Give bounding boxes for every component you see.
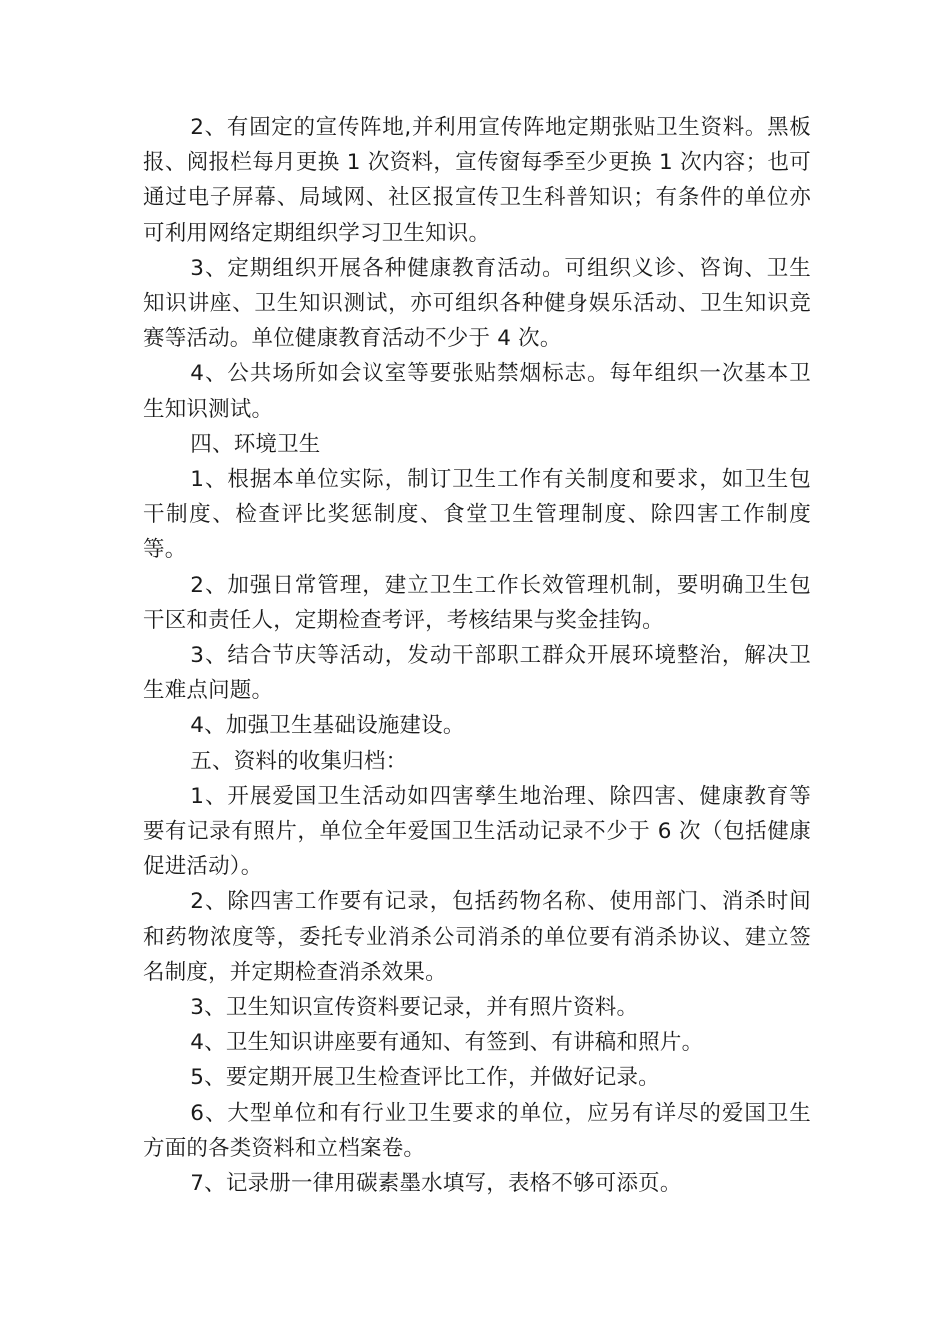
paragraph-env-rules: 1、根据本单位实际，制订卫生工作有关制度和要求，如卫生包干制度、检查评比奖惩制度、食堂卫生管理制度、除四害工作制度等。 — [143, 467, 811, 563]
paragraph-archive-records: 1、开展爱国卫生活动如四害孳生地治理、除四害、健康教育等要有记录有照片，单位全年爱国卫生活动记录不少于 6 次（包括健康促进活动）。 — [143, 783, 811, 880]
paragraph-publicity-venue: 2、有固定的宣传阵地,并利用宣传阵地定期张贴卫生资料。黑板报、阅报栏每月更换 1 次资料，宣传窗每季至少更换 1 次内容；也可通过电子屏幕、局域网、社区报宣传卫生科普知识；有条件的单位亦可利用网络定期组织学习卫生知识。 — [143, 115, 811, 246]
paragraph-archive-publicity: 3、卫生知识宣传资料要记录，并有照片资料。 — [190, 995, 639, 1021]
paragraph-archive-lectures: 4、卫生知识讲座要有通知、有签到、有讲稿和照片。 — [190, 1030, 704, 1056]
paragraph-health-activities: 3、定期组织开展各种健康教育活动。可组织义诊、咨询、卫生知识讲座、卫生知识测试，亦可组织各种健身娱乐活动、卫生知识竞赛等活动。单位健康教育活动不少于 4 次。 — [143, 255, 811, 352]
section-heading-environment: 四、环境卫生 — [190, 431, 321, 457]
paragraph-archive-inspection: 5、要定期开展卫生检查评比工作，并做好记录。 — [190, 1065, 660, 1091]
paragraph-archive-large-units: 6、大型单位和有行业卫生要求的单位，应另有详尽的爱国卫生方面的各类资料和立档案卷。 — [143, 1100, 811, 1161]
document-body — [143, 110, 811, 1201]
section-heading-archiving: 五、资料的收集归档： — [190, 748, 408, 774]
paragraph-env-management: 2、加强日常管理，建立卫生工作长效管理机制，要明确卫生包干区和责任人，定期检查考评，考核结果与奖金挂钩。 — [143, 572, 811, 633]
paragraph-archive-pest-control: 2、除四害工作要有记录，包括药物名称、使用部门、消杀时间和药物浓度等，委托专业消杀公司消杀的单位要有消杀协议、建立签名制度，并定期检查消杀效果。 — [143, 889, 811, 985]
paragraph-env-infrastructure: 4、加强卫生基础设施建设。 — [190, 713, 465, 739]
paragraph-no-smoking: 4、公共场所如会议室等要张贴禁烟标志。每年组织一次基本卫生知识测试。 — [143, 361, 811, 422]
paragraph-archive-ink: 7、记录册一律用碳素墨水填写，表格不够可添页。 — [190, 1171, 682, 1197]
paragraph-env-campaign: 3、结合节庆等活动，发动干部职工群众开展环境整治，解决卫生难点问题。 — [143, 643, 811, 704]
